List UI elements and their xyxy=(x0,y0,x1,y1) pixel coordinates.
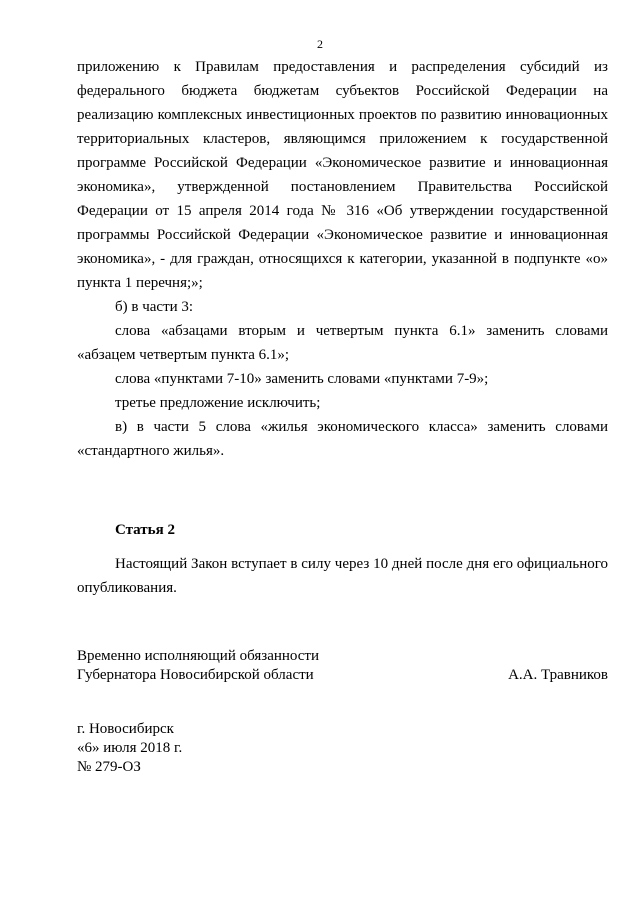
paragraph-part-3: б) в части 3: xyxy=(115,299,194,315)
article-text: Настоящий Закон вступает в силу через 10 дней после дня его официального опубликования. xyxy=(77,556,608,596)
paragraph-replace-words-1: слова «абзацами вторым и четвертым пункта 6.1» заменить словами «абзацем четвертым пункта 6.1»; xyxy=(77,323,608,363)
paragraph-exclude-sentence: третье предложение исключить; xyxy=(115,395,321,411)
document-body xyxy=(77,55,608,463)
paragraph-part-5: в) в части 5 слова «жилья экономического класса» заменить словами «стандартного жилья». xyxy=(77,419,608,459)
page-number: 2 xyxy=(317,37,323,51)
footer-number: № 279-ОЗ xyxy=(77,759,141,775)
footer-city: г. Новосибирск xyxy=(77,721,174,737)
footer-date: «6» июля 2018 г. xyxy=(77,740,183,756)
article-heading: Статья 2 xyxy=(115,522,175,538)
continuation-paragraph: приложению к Правилам предоставления и распределения субсидий из федерального бюджета бюджетам субъектов Российской Федерации на реализацию комплексных инвестиционных проектов по развитию инновационных территориальных кластеров, являющимся приложением к государственной программе Российской Федерации «Экономическое развитие и инновационная экономика», утвержденной постановлением Правительства Российской Федерации от 15 апреля 2014 года № 316 «Об утверждении государственной программы Российской Федерации «Экономическое развитие и инновационная экономика», - для граждан, относящихся к категории, указанной в подпункте «о» пункта 1 перечня;»; xyxy=(77,59,608,291)
signer-title-line-2: Губернатора Новосибирской области xyxy=(77,667,314,683)
paragraph-replace-words-2: слова «пунктами 7-10» заменить словами «пунктами 7-9»; xyxy=(115,371,489,387)
signer-title-line-1: Временно исполняющий обязанности xyxy=(77,648,320,664)
signer-name: А.А. Травников xyxy=(508,667,608,683)
signature-block xyxy=(77,647,608,685)
article-body xyxy=(77,552,608,600)
document-footer xyxy=(77,720,182,777)
